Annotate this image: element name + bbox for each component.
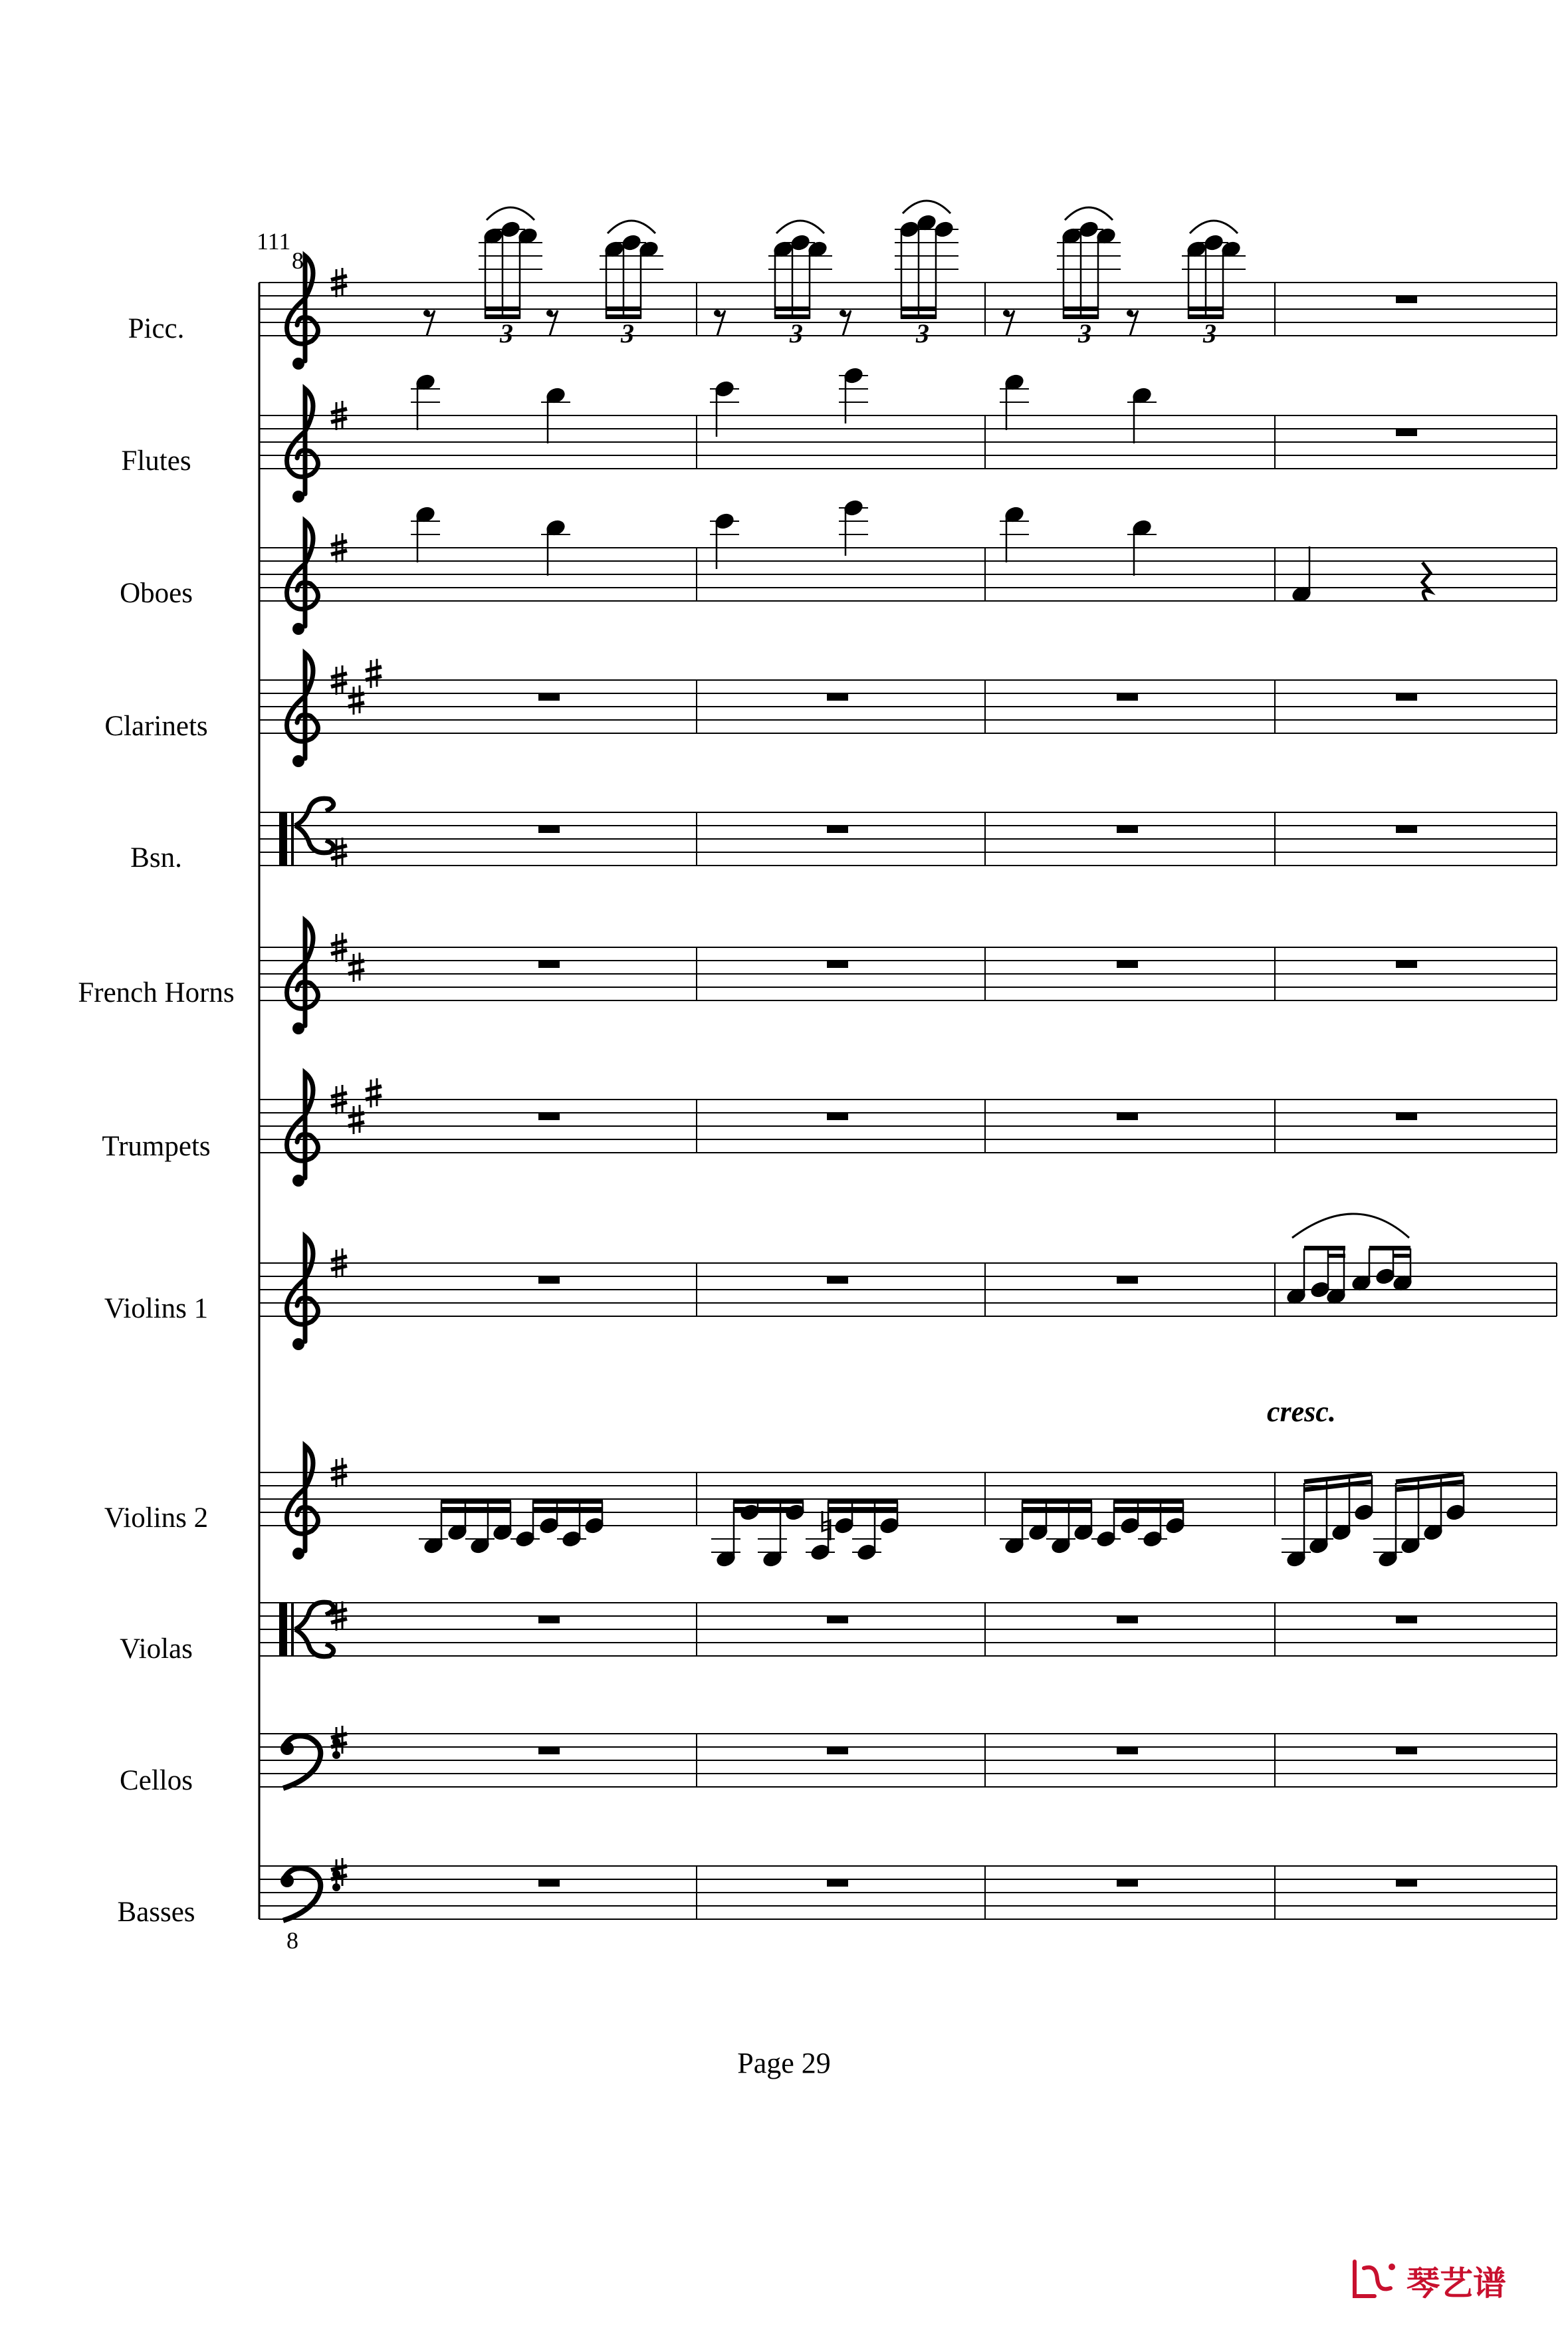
c-clef-bar	[279, 1603, 287, 1656]
beam	[1304, 1246, 1345, 1250]
sharp-sign	[331, 855, 347, 859]
sharp-sign	[331, 1256, 347, 1260]
instrument-label: Cellos	[120, 1765, 193, 1796]
slur	[1190, 221, 1238, 233]
sharp-sign	[331, 418, 347, 422]
instrument-label: Basses	[117, 1897, 195, 1928]
whole-rest	[827, 693, 848, 701]
tuplet-number: 3	[916, 318, 929, 348]
whole-rest	[538, 693, 560, 701]
beam	[606, 306, 641, 311]
whole-rest	[1396, 1879, 1417, 1887]
tuplet-number: 3	[621, 318, 634, 348]
whole-rest	[1396, 961, 1417, 968]
whole-rest	[1396, 429, 1417, 436]
whole-rest	[827, 1616, 848, 1623]
whole-rest	[1117, 1616, 1138, 1623]
bass-clef-dot	[280, 1874, 294, 1887]
tuplet-number: 3	[500, 318, 513, 348]
instrument-label: Violins 1	[104, 1293, 209, 1324]
whole-rest	[1396, 296, 1417, 303]
sharp-sign	[331, 1266, 347, 1270]
slur	[608, 221, 655, 233]
instrument-label: Flutes	[121, 445, 191, 477]
whole-rest	[1117, 693, 1138, 701]
whole-rest	[538, 961, 560, 968]
whole-rest	[827, 1113, 848, 1120]
beam	[1022, 1507, 1092, 1512]
slur	[776, 221, 824, 233]
sharp-sign	[331, 1619, 347, 1623]
whole-rest	[1396, 1616, 1417, 1623]
beam	[441, 1507, 511, 1512]
beam	[828, 1507, 898, 1512]
slur	[1065, 207, 1113, 220]
instrument-label: Trumpets	[102, 1131, 211, 1162]
staves-layer	[259, 247, 1557, 1954]
beam	[1063, 306, 1099, 311]
beam	[774, 306, 810, 311]
whole-rest	[1396, 1113, 1417, 1120]
instrument-label: French Horns	[78, 977, 235, 1008]
beam	[532, 1507, 603, 1512]
treble-clef-dot	[292, 755, 304, 767]
sharp-sign	[331, 1102, 347, 1106]
whole-rest	[538, 1616, 560, 1623]
whole-rest	[827, 961, 848, 968]
tuplet-number: 3	[790, 318, 803, 348]
dynamic-cresc: cresc.	[1267, 1395, 1336, 1428]
treble-clef-dot	[292, 358, 304, 370]
site-logo	[1349, 2255, 1549, 2308]
whole-rest	[1117, 1276, 1138, 1284]
beam	[733, 1507, 804, 1512]
sharp-sign	[331, 683, 347, 687]
whole-rest	[538, 1879, 560, 1887]
instrument-label: Bsn.	[130, 842, 182, 874]
sharp-sign	[331, 950, 347, 954]
beam	[1113, 1507, 1184, 1512]
logo-icon	[1355, 2262, 1395, 2296]
whole-rest	[1117, 826, 1138, 833]
whole-rest	[538, 1113, 560, 1120]
sharp-sign	[331, 1466, 347, 1470]
slur	[487, 207, 534, 220]
sharp-sign	[331, 285, 347, 289]
octave-mark: 8	[292, 247, 304, 274]
instrument-label: Violas	[120, 1633, 193, 1665]
instrument-labels	[78, 313, 234, 1928]
c-clef-bar	[291, 812, 294, 866]
slur	[903, 201, 951, 213]
notes-layer	[411, 201, 1466, 1887]
treble-clef-dot	[292, 1548, 304, 1560]
whole-rest	[538, 826, 560, 833]
whole-rest	[1396, 1747, 1417, 1754]
page-number: Page 29	[737, 2047, 831, 2079]
beam	[1188, 306, 1224, 311]
sharp-sign	[331, 941, 347, 945]
beam	[1113, 1499, 1184, 1504]
octave-mark: 8	[286, 1927, 298, 1954]
whole-rest	[1117, 1113, 1138, 1120]
whole-rest	[827, 1879, 848, 1887]
treble-clef-dot	[292, 1338, 304, 1350]
bass-clef-dot	[280, 1742, 294, 1755]
whole-rest	[827, 1747, 848, 1754]
whole-rest	[1396, 826, 1417, 833]
treble-clef-dot	[292, 1022, 304, 1034]
instrument-label: Violins 2	[104, 1502, 209, 1534]
whole-rest	[1396, 693, 1417, 701]
sharp-sign	[331, 409, 347, 413]
whole-rest	[827, 826, 848, 833]
sharp-sign	[331, 1093, 347, 1097]
beam	[441, 1499, 511, 1504]
logo-text: 琴艺谱	[1406, 2264, 1506, 2303]
measure-number: 111	[257, 228, 291, 255]
instrument-label: Oboes	[120, 578, 193, 609]
beam	[1304, 1474, 1372, 1482]
instrument-label: Clarinets	[104, 711, 208, 742]
sharp-sign	[366, 667, 382, 671]
whole-rest	[827, 1276, 848, 1284]
beam	[485, 306, 520, 311]
c-clef-bar	[291, 1603, 294, 1656]
whole-rest	[1117, 1747, 1138, 1754]
beam	[733, 1499, 804, 1504]
beam	[1369, 1246, 1410, 1250]
sharp-sign	[331, 673, 347, 677]
sharp-sign	[331, 550, 347, 554]
c-clef-bar	[279, 812, 287, 866]
sharp-sign	[331, 276, 347, 280]
sharp-sign	[331, 541, 347, 545]
beam	[1328, 1254, 1345, 1258]
beam	[532, 1499, 603, 1504]
treble-clef-dot	[292, 491, 304, 503]
beam	[901, 306, 937, 311]
sharp-sign	[331, 1475, 347, 1479]
sharp-sign	[366, 1086, 382, 1090]
instrument-label: Picc.	[128, 313, 185, 344]
whole-rest	[538, 1276, 560, 1284]
whole-rest	[1117, 961, 1138, 968]
tuplet-number: 3	[1078, 318, 1091, 348]
beam	[1022, 1499, 1092, 1504]
treble-clef-dot	[292, 623, 304, 635]
beam	[1393, 1254, 1410, 1258]
treble-clef-dot	[292, 1175, 304, 1187]
whole-rest	[1117, 1879, 1138, 1887]
whole-rest	[538, 1747, 560, 1754]
beam	[828, 1499, 898, 1504]
beam	[1396, 1474, 1464, 1482]
tuplet-number: 3	[1203, 318, 1216, 348]
slur	[1292, 1214, 1409, 1238]
quarter-rest	[1422, 562, 1430, 601]
